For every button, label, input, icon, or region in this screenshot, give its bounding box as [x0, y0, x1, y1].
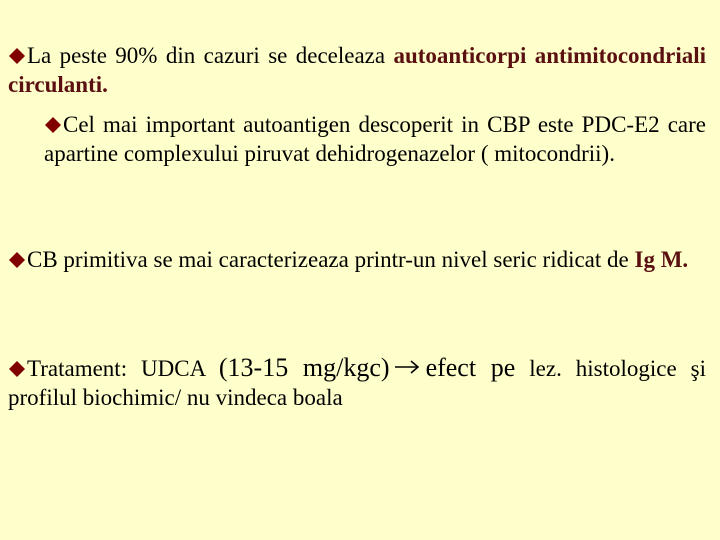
right-arrow-icon [394, 359, 420, 375]
diamond-bullet-icon [44, 116, 62, 134]
igm-highlight: Ig M. [634, 247, 689, 272]
paragraph-igm-text: CB primitiva se mai caracterizeaza printr-un nivel seric ridicat de [27, 247, 635, 272]
diamond-bullet-icon [8, 47, 26, 65]
paragraph-antibodies-text: La peste 90% din cazuri se deceleaza [27, 43, 394, 68]
paragraph-antibodies [8, 41, 706, 99]
treatment-outcome: lez. histologice şi profilul biochimic/ nu vindeca boala [8, 356, 706, 410]
diamond-bullet-icon [8, 251, 26, 269]
treatment-label: Tratament: UDCA [27, 356, 219, 381]
antibodies-highlight: autoanticorpi antimitocondriali circulanti. [8, 43, 706, 97]
paragraph-igm [8, 245, 706, 274]
paragraph-autoantigen-text: Cel mai important autoantigen descoperit in CBP este PDC-E2 care apartine complexului piruvat dehidrogenazelor ( mitocondrii). [44, 112, 706, 166]
treatment-dose: (13-15 mg/kgc) [218, 353, 390, 382]
paragraph-treatment [8, 353, 706, 412]
diamond-bullet-icon [8, 360, 26, 378]
paragraph-autoantigen [44, 110, 706, 168]
treatment-effect: efect pe [425, 353, 516, 382]
